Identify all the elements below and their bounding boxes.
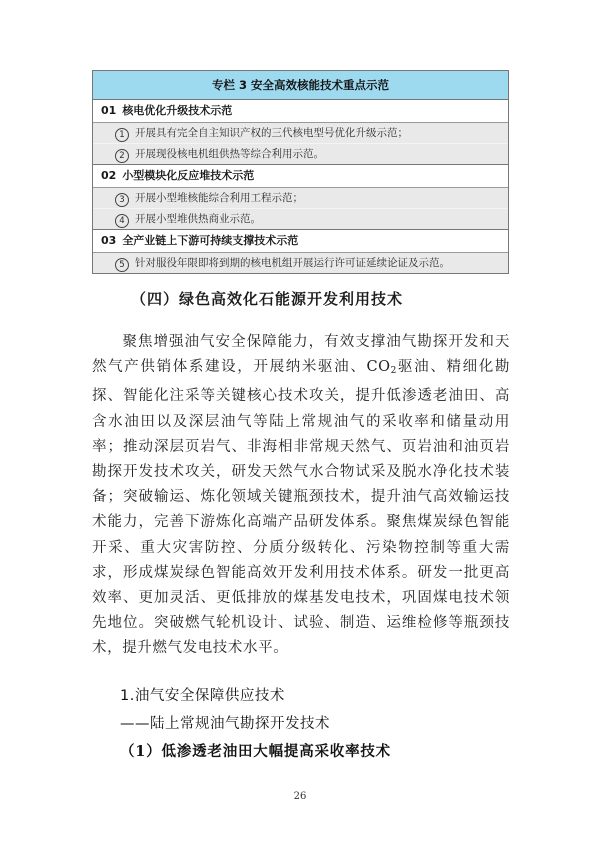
body-paragraph: [92, 330, 510, 662]
box-section: [93, 100, 508, 165]
box-section-title: 核电优化升级技术示范: [122, 104, 233, 117]
subheading-oil-gas-supply: 1.油气安全保障供应技术: [120, 688, 285, 704]
box-list-item: [93, 208, 508, 229]
feature-box: [92, 70, 509, 274]
box-section-title: 全产业链上下游可持续支撑技术示范: [122, 234, 299, 247]
box-sections: [93, 100, 508, 273]
circled-number-icon: 2: [115, 149, 129, 163]
box-section-number: 01: [101, 104, 117, 117]
box-title: 专栏 3 安全高效核能技术重点示范: [93, 71, 508, 100]
circled-number-icon: 5: [115, 258, 129, 272]
subheading-onshore-exploration: ——陆上常规油气勘探开发技术: [120, 716, 330, 732]
co2-subscript: 2: [390, 366, 397, 377]
box-list-item-text: 开展现役核电机组供热等综合利用示范。: [135, 148, 324, 160]
section-heading: （四）绿色高效化石能源开发利用技术: [131, 290, 404, 308]
box-list-item: [93, 123, 508, 143]
circled-number-icon: 4: [115, 214, 129, 228]
box-list-item: [93, 188, 508, 208]
subheading-low-permeability: （1）低渗透老油田大幅提高采收率技术: [120, 743, 391, 760]
page-number: 26: [293, 791, 307, 802]
box-list-item-text: 针对服役年限即将到期的核电机组开展运行许可证延续论证及示范。: [135, 257, 450, 269]
circled-number-icon: 3: [115, 193, 129, 207]
box-list-item-text: 开展具有完全自主知识产权的三代核电型号优化升级示范；: [135, 127, 408, 139]
box-list-item-text: 开展小型堆核能综合利用工程示范；: [135, 192, 303, 204]
box-section-heading: [93, 165, 508, 188]
box-list-item: [93, 143, 508, 164]
box-section-title: 小型模块化反应堆技术示范: [122, 169, 255, 182]
box-section-heading: [93, 230, 508, 253]
box-section-heading: [93, 100, 508, 123]
box-section: [93, 165, 508, 230]
box-list-item: [93, 253, 508, 273]
box-list-item-text: 开展小型堆供热商业示范。: [135, 213, 261, 225]
paragraph-text-part2: 驱油、精细化勘探、智能化注采等关键核心技术攻关，提升低渗透老油田、高含水油田以及深层油气等陆上常规油气的采收率和储量动用率；推动深层页岩气、非海相非常规天然气、页岩油和油页岩勘探开发技术攻关，研发天然气水合物试采及脱水净化技术装备；突破输运、炼化领域关键瓶颈技术，提升油气高效输运技术能力，完善下游炼化高端产品研发体系。聚焦煤炭绿色智能开采、重大灾害防控、分质分级转化、污染物控制等重大需求，形成煤炭绿色智能高效开发利用技术体系。研发一批更高效率、更加灵活、更低排放的煤基发电技术，巩固煤电技术领先地位。突破燃气轮机设计、试验、制造、运维检修等瓶颈技术，提升燃气发电技术水平。: [92, 359, 510, 657]
paragraph-text-part1: 聚焦增强油气安全保障能力，有效支撑油气勘探开发和天然气产供销体系建设，开展纳米驱油、CO: [92, 334, 510, 376]
box-section-number: 02: [101, 169, 117, 182]
circled-number-icon: 1: [115, 128, 129, 142]
box-section: [93, 230, 508, 273]
box-section-number: 03: [101, 234, 117, 247]
